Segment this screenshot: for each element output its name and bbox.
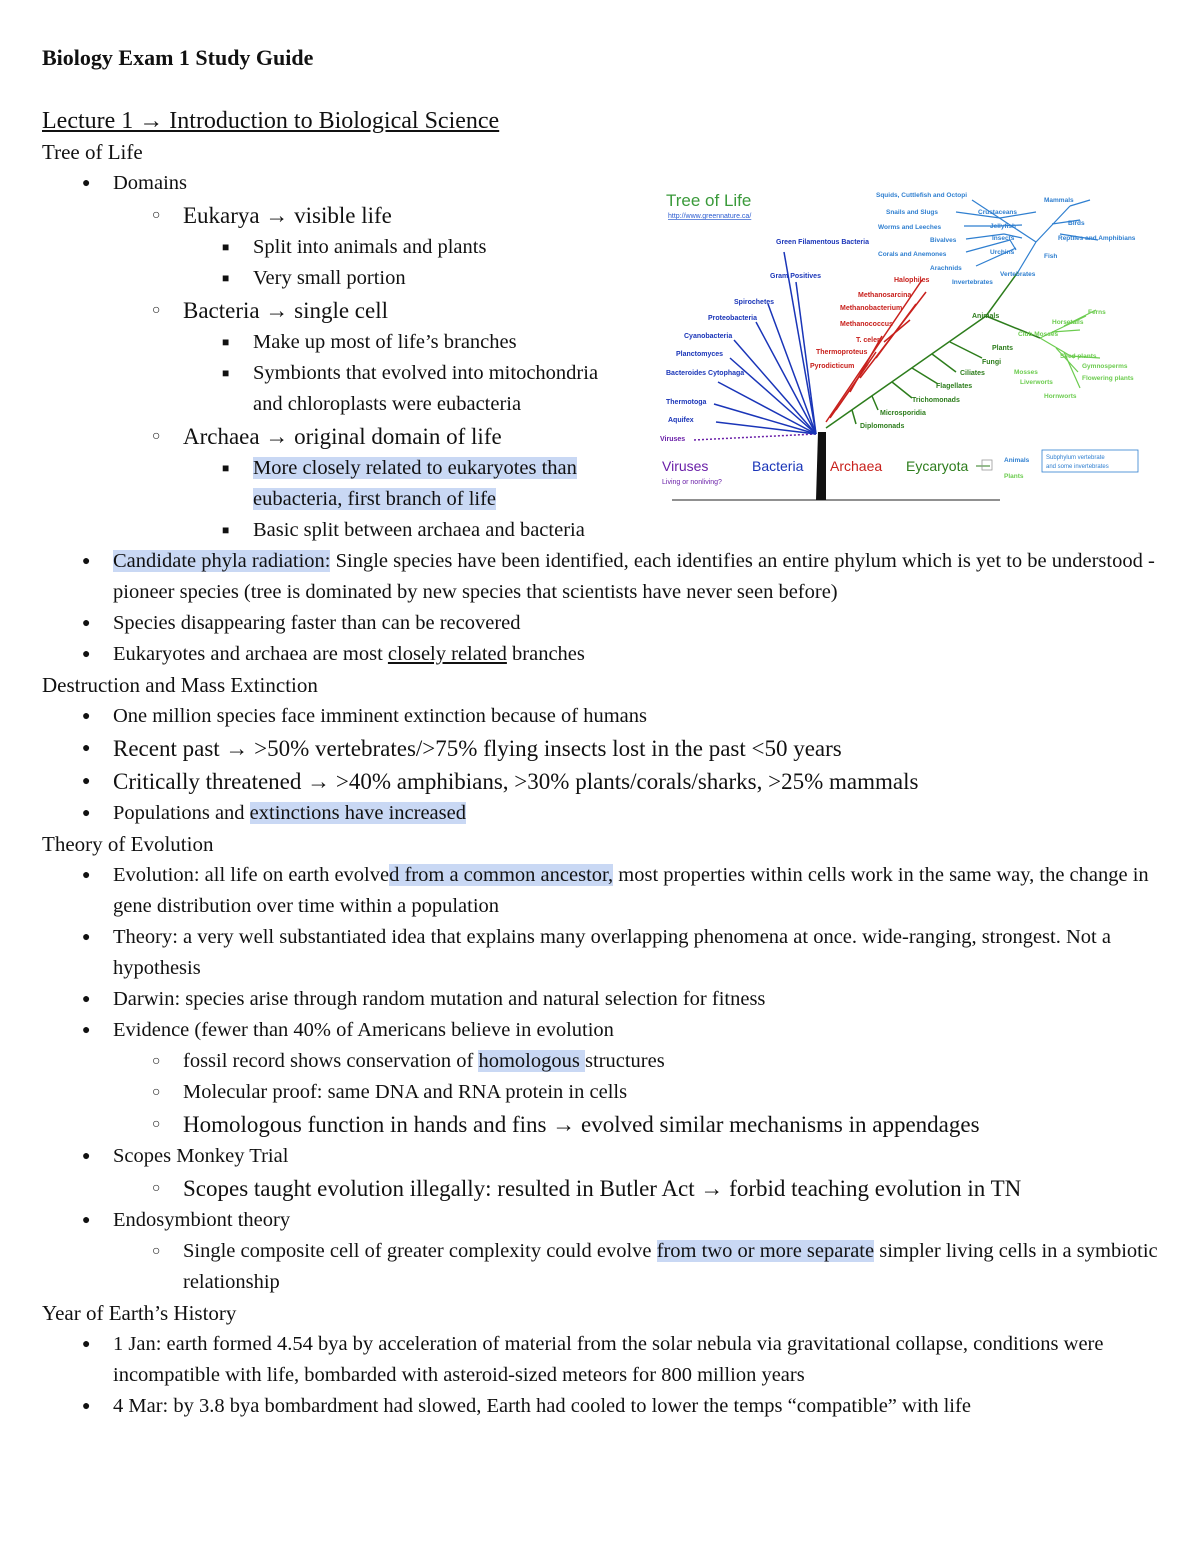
- trunk: [816, 432, 826, 500]
- svg-text:Flowering plants: Flowering plants: [1082, 375, 1134, 382]
- list-item: ○ fossil record shows conservation of homologous structures: [42, 1046, 1172, 1077]
- plant-labels: [1014, 309, 1134, 400]
- domain-label-bacteria: Bacteria: [752, 458, 804, 474]
- list-item: ● Domains: [42, 168, 1172, 199]
- bullet-icon: ●: [82, 774, 91, 789]
- list-item: ○ Bacteria → single cell: [42, 294, 1172, 327]
- svg-text:Crustaceans: Crustaceans: [978, 209, 1018, 216]
- svg-text:Methanobacterium: Methanobacterium: [840, 305, 903, 312]
- square-bullet-icon: ■: [222, 461, 230, 475]
- circle-bullet-icon: ○: [152, 1054, 161, 1069]
- square-bullet-icon: ■: [222, 240, 230, 254]
- lecture-heading: Lecture 1 → Introduction to Biological Science: [42, 108, 500, 134]
- svg-text:Corals and Anemones: Corals and Anemones: [878, 251, 947, 258]
- legend-plants: Plants: [1004, 473, 1024, 480]
- legend-note-line2: and some invertebrates: [1046, 464, 1109, 470]
- list-item: ● Critically threatened → >40% amphibians, >30% plants/corals/sharks, >25% mammals: [42, 765, 1172, 798]
- svg-text:Vertebrates: Vertebrates: [1000, 271, 1036, 278]
- svg-text:Halophiles: Halophiles: [894, 277, 930, 284]
- square-bullet-icon: ■: [222, 523, 230, 537]
- svg-text:Ciliates: Ciliates: [960, 370, 985, 377]
- legend-box: [982, 460, 992, 470]
- svg-text:Methanococcus: Methanococcus: [840, 321, 893, 328]
- list-item: ■ More closely related to eukaryotes than eubacteria, first branch of life: [42, 453, 1172, 515]
- svg-text:Liverworts: Liverworts: [1020, 379, 1053, 386]
- svg-text:Diplomonads: Diplomonads: [860, 423, 905, 430]
- bullet-icon: ●: [82, 1149, 91, 1164]
- bullet-icon: ●: [82, 176, 91, 191]
- bullet-icon: ●: [82, 554, 91, 569]
- bullet-icon: ●: [82, 806, 91, 821]
- bullet-icon: ●: [82, 709, 91, 724]
- viruses-subtitle: Living or nonliving?: [662, 479, 722, 486]
- list-item: ○ Single composite cell of greater complexity could evolve from two or more separate simpler living cells in a symbiotic relationship: [42, 1236, 1172, 1298]
- svg-text:Flagellates: Flagellates: [936, 383, 973, 390]
- list-item: ● Darwin: species arise through random mutation and natural selection for fitness: [42, 984, 1172, 1015]
- list-item: ● 4 Mar: by 3.8 bya bombardment had slowed, Earth had cooled to lower the temps “compatible” with life: [42, 1391, 1172, 1422]
- section-tree-of-life: Tree of Life: [42, 140, 143, 164]
- svg-text:Horsetails: Horsetails: [1052, 319, 1084, 326]
- svg-text:Gymnosperms: Gymnosperms: [1082, 363, 1128, 370]
- bullet-icon: ●: [82, 1023, 91, 1038]
- svg-text:Mosses: Mosses: [1014, 369, 1038, 376]
- svg-text:Club Mosses: Club Mosses: [1018, 331, 1059, 338]
- circle-bullet-icon: ○: [152, 303, 161, 318]
- legend-note-line1: Subphylum vertebrate: [1046, 455, 1105, 461]
- document-title: Biology Exam 1 Study Guide: [42, 45, 314, 70]
- svg-text:Squids, Cuttlefish and Octopi: Squids, Cuttlefish and Octopi: [876, 192, 967, 199]
- section-destruction: Destruction and Mass Extinction: [42, 673, 318, 697]
- animal-labels: [876, 192, 1136, 286]
- list-item: ■ Symbionts that evolved into mitochondria and chloroplasts were eubacteria: [42, 358, 1172, 420]
- list-item: ● Populations and extinctions have increased: [42, 798, 1172, 829]
- section-evolution: Theory of Evolution: [42, 832, 214, 856]
- svg-text:Birds: Birds: [1068, 220, 1085, 227]
- svg-text:Bacteroides Cytophaga: Bacteroides Cytophaga: [666, 370, 745, 377]
- svg-text:Green Filamentous Bacteria: Green Filamentous Bacteria: [776, 239, 869, 246]
- bacteria-labels: [666, 239, 869, 424]
- svg-text:Spirochetes: Spirochetes: [734, 299, 775, 306]
- list-item: ○ Archaea → original domain of life: [42, 420, 1172, 453]
- square-bullet-icon: ■: [222, 335, 230, 349]
- svg-text:Trichomonads: Trichomonads: [912, 397, 960, 404]
- figure-title: Tree of Life: [666, 191, 752, 210]
- svg-text:Methanosarcina: Methanosarcina: [858, 292, 912, 299]
- list-item: ■ Make up most of life’s branches: [42, 327, 1172, 358]
- svg-text:Seed plants: Seed plants: [1060, 353, 1097, 360]
- svg-text:Thermotoga: Thermotoga: [666, 399, 707, 406]
- list-item: ● Endosymbiont theory: [42, 1205, 1172, 1236]
- svg-text:Fish: Fish: [1044, 253, 1058, 260]
- circle-bullet-icon: ○: [152, 429, 161, 444]
- legend-animals: Animals: [1004, 457, 1030, 464]
- svg-text:Thermoproteus: Thermoproteus: [816, 349, 868, 356]
- svg-text:Invertebrates: Invertebrates: [952, 279, 993, 286]
- svg-text:Insects: Insects: [992, 235, 1015, 242]
- bullet-icon: ●: [82, 616, 91, 631]
- list-item: ● Evidence (fewer than 40% of Americans believe in evolution: [42, 1015, 1172, 1046]
- bullet-icon: ●: [82, 647, 91, 662]
- list-item: ● Theory: a very well substantiated idea that explains many overlapping phenomena at once. wide-ranging, strongest. Not a hypothesis: [42, 922, 1172, 984]
- list-item: ○ Scopes taught evolution illegally: resulted in Butler Act → forbid teaching evolution in TN: [42, 1172, 1172, 1205]
- list-item: ■ Very small portion: [42, 263, 1172, 294]
- square-bullet-icon: ■: [222, 366, 230, 380]
- svg-text:Planctomyces: Planctomyces: [676, 351, 724, 358]
- circle-bullet-icon: ○: [152, 208, 161, 223]
- svg-text:Snails and Slugs: Snails and Slugs: [886, 209, 939, 216]
- circle-bullet-icon: ○: [152, 1181, 161, 1196]
- svg-text:Aquifex: Aquifex: [668, 417, 694, 424]
- bullet-icon: ●: [82, 868, 91, 883]
- eukarya-labels: [860, 313, 1013, 430]
- svg-text:Gram Positives: Gram Positives: [770, 273, 821, 280]
- list-item: ● Species disappearing faster than can be recovered: [42, 608, 1172, 639]
- svg-text:Cyanobacteria: Cyanobacteria: [684, 333, 733, 340]
- svg-text:Ferns: Ferns: [1088, 309, 1106, 316]
- list-item: ● Evolution: all life on earth evolved from a common ancestor, most properties within cells work in the same way, the change in gene distribution over time within a population: [42, 860, 1172, 922]
- svg-text:Microsporidia: Microsporidia: [880, 410, 926, 417]
- list-item: ○ Homologous function in hands and fins → evolved similar mechanisms in appendages: [42, 1108, 1172, 1141]
- circle-bullet-icon: ○: [152, 1117, 161, 1132]
- tree-of-life-figure: [660, 182, 1142, 502]
- svg-text:Fungi: Fungi: [982, 359, 1002, 366]
- list-item: ● Candidate phyla radiation: Single species have been identified, each identifies an entire phylum which is yet to be understood - pioneer species (tree is dominated by new species that scientists have never seen before): [42, 546, 1172, 608]
- svg-text:Jellyfish: Jellyfish: [990, 223, 1017, 230]
- list-item: ○ Eukarya → visible life: [42, 199, 1172, 232]
- bullet-icon: ●: [82, 1337, 91, 1352]
- bullet-icon: ●: [82, 930, 91, 945]
- svg-text:Urchins: Urchins: [990, 249, 1015, 256]
- list-item: ● Scopes Monkey Trial: [42, 1141, 1172, 1172]
- list-item: ■ Basic split between archaea and bacteria: [42, 515, 1172, 546]
- list-item: ○ Molecular proof: same DNA and RNA protein in cells: [42, 1077, 1172, 1108]
- figure-url: http://www.greennature.ca/: [668, 213, 752, 220]
- svg-text:Animals: Animals: [972, 313, 1000, 320]
- svg-text:Bivalves: Bivalves: [930, 237, 957, 244]
- circle-bullet-icon: ○: [152, 1085, 161, 1100]
- section-year-history: Year of Earth’s History: [42, 1301, 237, 1325]
- bullet-icon: ●: [82, 992, 91, 1007]
- svg-text:Reptiles and Amphibians: Reptiles and Amphibians: [1058, 235, 1136, 242]
- list-item: ● 1 Jan: earth formed 4.54 bya by acceleration of material from the solar nebula via gravitational collapse, conditions were incompatible with life, bombarded with asteroid-sized meteors for 800 million years: [42, 1329, 1172, 1391]
- svg-text:T. celer: T. celer: [856, 337, 880, 344]
- svg-text:Mammals: Mammals: [1044, 197, 1074, 204]
- list-item: ● One million species face imminent extinction because of humans: [42, 701, 1172, 732]
- svg-text:Plants: Plants: [992, 345, 1014, 352]
- domain-label-viruses: Viruses: [662, 458, 709, 474]
- svg-text:Pyrodicticum: Pyrodicticum: [810, 363, 855, 370]
- circle-bullet-icon: ○: [152, 1244, 161, 1259]
- svg-text:Worms and Leeches: Worms and Leeches: [878, 224, 942, 231]
- bullet-icon: ●: [82, 741, 91, 756]
- svg-text:Hornworts: Hornworts: [1044, 393, 1077, 400]
- list-item: ● Eukaryotes and archaea are most closely related branches: [42, 639, 1172, 670]
- square-bullet-icon: ■: [222, 271, 230, 285]
- bullet-icon: ●: [82, 1213, 91, 1228]
- bullet-icon: ●: [82, 1399, 91, 1414]
- domain-label-archaea: Archaea: [830, 458, 883, 474]
- list-item: ● Recent past → >50% vertebrates/>75% flying insects lost in the past <50 years: [42, 732, 1172, 765]
- viruses-label: Viruses: [660, 436, 686, 443]
- list-item: ■ Split into animals and plants: [42, 232, 1172, 263]
- viruses-branch: [694, 434, 816, 440]
- svg-text:Proteobacteria: Proteobacteria: [708, 315, 758, 322]
- domain-label-eukarya: Eycaryota: [906, 458, 969, 474]
- tree-of-life-diagram: [660, 182, 1142, 502]
- svg-text:Arachnids: Arachnids: [930, 265, 962, 272]
